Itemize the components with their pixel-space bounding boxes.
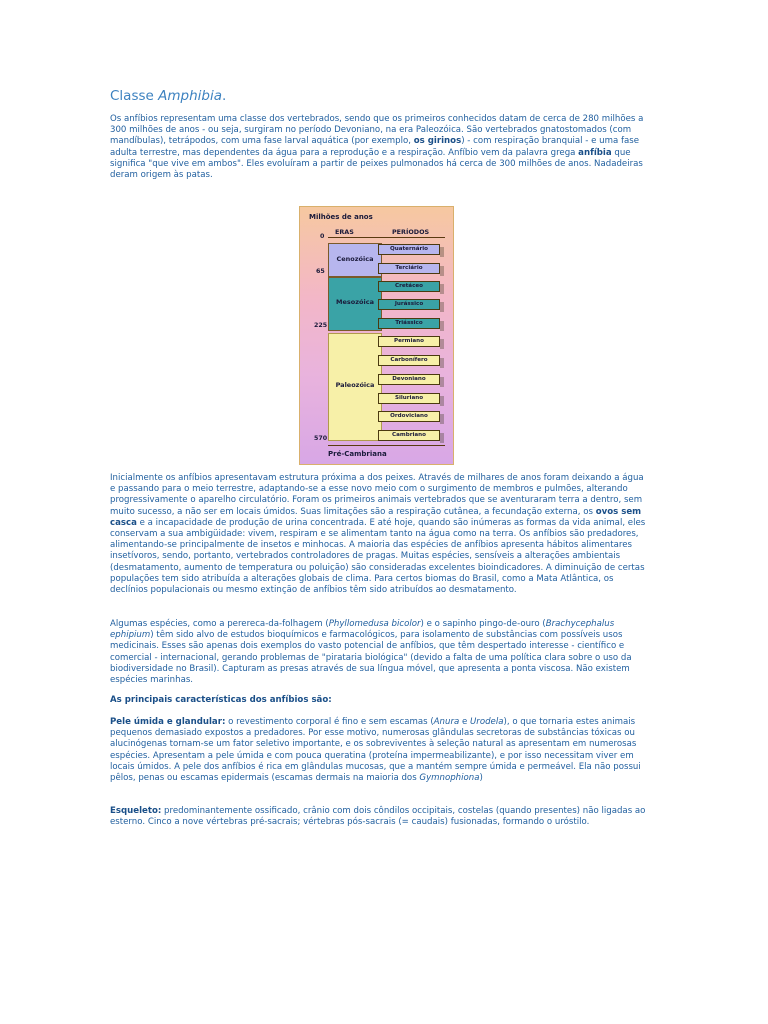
mark-570: 570 xyxy=(314,435,328,442)
period-triassico: Triássico xyxy=(378,318,440,329)
paragraph-skin: Pele úmida e glandular: o revestimento corporal é fino e sem escamas (Anura e Urodela), o que tornaria estes animais pequenos demasiado expostos a predadores. Por esse motivo, numerosas glândulas secretoras de substâncias tóxicas ou alucinógenas tornam-se um fator seletivo importante, e os sobreviventes à seleção natural as apresentam em numerosas espécies. Apresentam a pele úmida e com pouca queratina (proteína impermeabilizante), e por isso necessitam viver em locais úmidos. A pele dos anfíbios é rica em glândulas mucosas, que a mantém sempre úmida e permeável. Ela não possui pêlos, penas ou escamas epidermais (escamas dermais na maioria dos Gymnophiona) xyxy=(110,717,641,784)
mark-0: 0 xyxy=(320,233,325,240)
paragraph-skeleton: Esqueleto: predominantemente ossificado, crânio com dois côndilos occipitais, costelas (quando presentes) não ligadas ao esterno. Cinco a nove vértebras pré-sacrais; vértebras pós-sacrais (= caudais) fusionadas, formando o uróstilo. xyxy=(110,806,646,828)
paragraph-species: Algumas espécies, como a perereca-da-folhagem (Phyllomedusa bicolor) e o sapinho pingo-de-ouro (Brachycephalus ephipium) têm sido alvo de estudos bioquímicos e farmacológicos, para isolamento de substâncias com possíveis usos medicinais. Esses são apenas dois exemplos do vasto potencial de anfíbios, que têm despertado interesse - científico e comercial - internacional, gerando problemas de "pirataria biológica" (devido a falta de uma política clara sobre o uso da biodiversidade no Brasil). Capturam as presas através de sua língua móvel, que apresenta a ponta viscosa. Não existem espécies marinhas. xyxy=(110,619,632,686)
period-terciario: Terciário xyxy=(378,263,440,274)
chart-footer: Pré-Cambriana xyxy=(328,450,387,458)
intro-paragraph: Os anfíbios representam uma classe dos vertebrados, sendo que os primeiros conhecidos datam de cerca de 280 milhões a 300 milhões de anos - ou seja, surgiram no período Devoniano, na era Paleozóica. São vertebrados gnatostomados (com mandíbulas), tetrápodos, com uma fase larval aquática (por exemplo, os girinos) - com respiração branquial - e uma fase adulta terrestre, mas dependentes da água para a reprodução e a respiração. Anfíbio vem da palavra grega anfíbia que significa "que vive em ambos". Eles evoluíram a partir de peixes pulmonados há cerca de 300 milhões de anos. Nadadeiras deram origem às patas. xyxy=(110,114,644,181)
header-rule xyxy=(328,237,445,238)
era-mesozoic: Mesozóica xyxy=(328,277,382,331)
footer-rule xyxy=(328,445,445,446)
section-heading: As principais características dos anfíbios são: xyxy=(110,695,332,705)
period-permiano: Permiano xyxy=(378,336,440,347)
period-devoniano: Devoniano xyxy=(378,374,440,385)
era-cenozoic: Cenozóica xyxy=(328,243,382,277)
period-cambriano: Cambriano xyxy=(378,430,440,441)
period-ordoviciano: Ordoviciano xyxy=(378,411,440,422)
period-carbonifero: Carbonífero xyxy=(378,355,440,366)
geologic-time-chart xyxy=(299,206,454,465)
mark-65: 65 xyxy=(316,268,325,275)
page-title: Classe Amphibia. xyxy=(110,88,227,104)
period-siluriano: Siluriano xyxy=(378,393,440,404)
paragraph-origin: Inicialmente os anfíbios apresentavam estrutura próxima a dos peixes. Através de milhares de anos foram deixando a água e passando para o meio terrestre, adaptando-se a esse novo meio com o surgimento de membros e pulmões, alterando progressivamente o aparelho circulatório. Foram os primeiros animais vertebrados que se aventuraram terra a dentro, sem muito sucesso, a não ser em locais úmidos. Suas limitações são a respiração cutânea, a fecundação externa, os ovos sem casca e a incapacidade de produção de urina concentrada. E até hoje, quando são inúmeras as formas da vida animal, eles conservam a sua ambigüidade: vivem, respiram e se alimentam tanto na água como na terra. Os anfíbios são predadores, alimentando-se principalmente de insetos e minhocas. A maioria das espécies de anfíbios apresenta hábitos alimentares insetívoros, sendo, portanto, vertebrados controladores de pragas. Muitas espécies, sensíveis a alterações ambientais (desmatamento, aumento de temperatura ou poluição) são consideradas excelentes bioindicadores. A diminuição de certas populações tem sido atribuída a alterações globais de clima. Para certos biomas do Brasil, como a Mata Atlântica, os declínios populacionais ou mesmo extinção de anfíbios têm sido atribuídos ao desmatamento. xyxy=(110,473,646,596)
period-quaternario: Quaternário xyxy=(378,244,440,255)
period-jurassico: Jurássico xyxy=(378,299,440,310)
chart-header: Milhões de anos xyxy=(309,213,373,221)
era-paleozoic: Paleozóica xyxy=(328,333,382,441)
mark-225: 225 xyxy=(314,322,328,329)
period-cretaceo: Cretáceo xyxy=(378,281,440,292)
column-periods: PERÍODOS xyxy=(392,228,430,236)
column-eras: ERAS xyxy=(335,228,354,236)
